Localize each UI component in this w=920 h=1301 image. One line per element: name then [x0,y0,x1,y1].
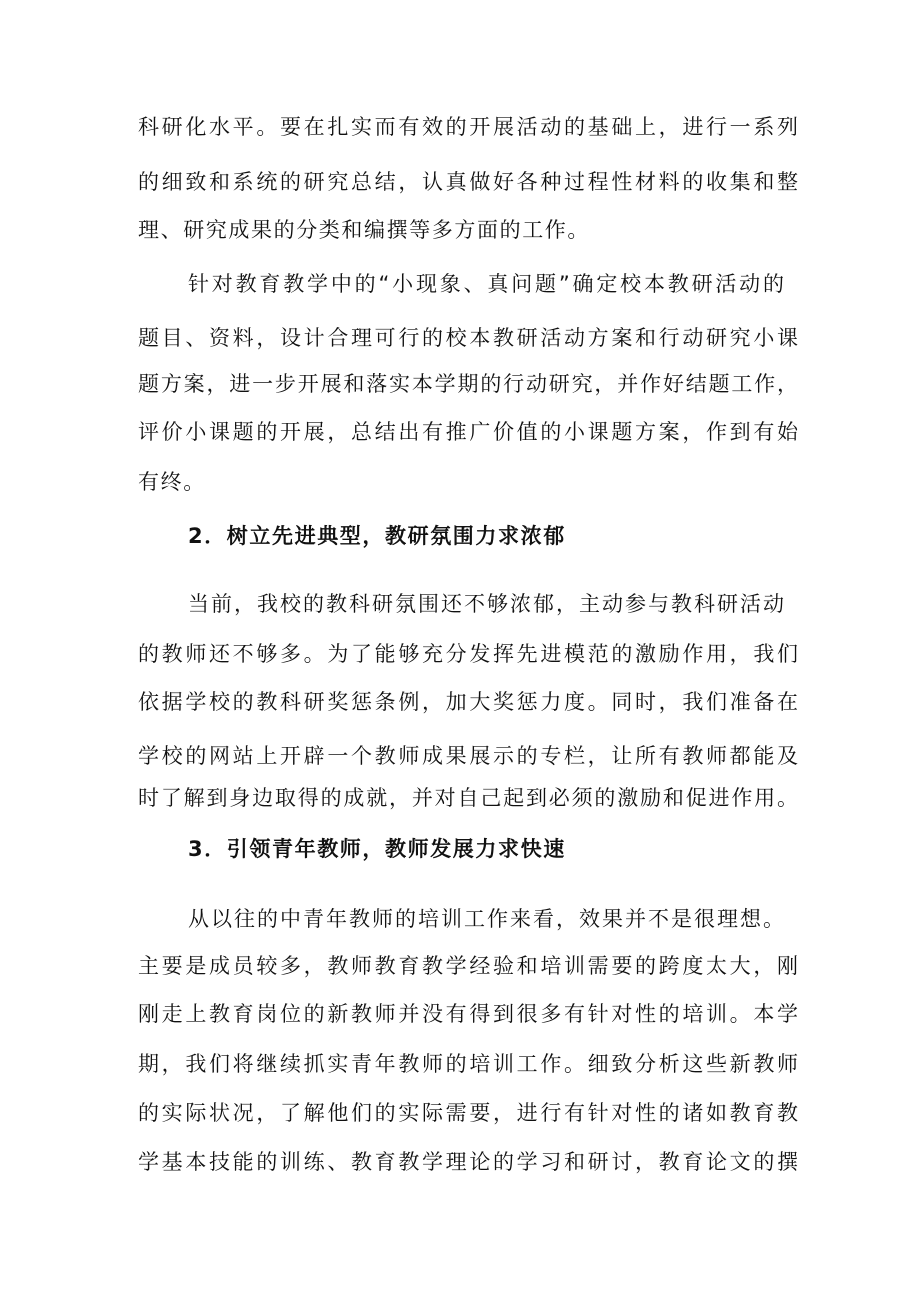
paragraph-1-line-2: 的细致和系统的研究总结，认真做好各种过程性材料的收集和整 [138,170,798,194]
paragraph-4-line-5: 的实际状况，了解他们的实际需要，进行有针对性的诸如教育教 [138,1101,798,1125]
paragraph-2-line-3: 题方案，进一步开展和落实本学期的行动研究，并作好结题工作， [138,372,798,396]
paragraph-4-line-4: 期，我们将继续抓实青年教师的培训工作。细致分析这些新教师 [138,1052,798,1076]
paragraph-4-line-2: 主要是成员较多，教师教育教学经验和培训需要的跨度太大，刚 [138,954,798,978]
paragraph-2-line-2: 题目、资料，设计合理可行的校本教研活动方案和行动研究小课 [138,326,798,350]
paragraph-4-line-3: 刚走上教育岗位的新教师并没有得到很多有针对性的培训。本学 [138,1002,798,1026]
paragraph-1-line-3: 理、研究成果的分类和编撰等多方面的工作。 [138,218,590,242]
paragraph-2-line-1: 针对教育教学中的“小现象、真问题”确定校本教研活动的 [188,272,784,296]
paragraph-3-line-3: 依据学校的教科研奖惩条例，加大奖惩力度。同时，我们准备在 [138,690,798,714]
paragraph-2-line-4: 评价小课题的开展，总结出有推广价值的小课题方案，作到有始 [138,420,798,444]
paragraph-1-line-1: 科研化水平。要在扎实而有效的开展活动的基础上，进行一系列 [138,115,798,139]
paragraph-2-line-5: 有终。 [138,470,206,494]
paragraph-3-line-1: 当前，我校的教科研氛围还不够浓郁，主动参与教科研活动 [188,592,784,616]
paragraph-4-line-6: 学基本技能的训练、教育教学理论的学习和研讨，教育论文的撰 [138,1150,798,1174]
paragraph-3-line-2: 的教师还不够多。为了能够充分发挥先进模范的激励作用，我们 [138,642,798,666]
section-heading-2: 2．树立先进典型，教研氛围力求浓郁 [188,524,566,548]
paragraph-3-line-5: 时了解到身边取得的成就，并对自己起到必须的激励和促进作用。 [138,786,798,810]
section-heading-3: 3．引领青年教师，教师发展力求快速 [188,837,566,861]
paragraph-3-line-4: 学校的网站上开辟一个教师成果展示的专栏，让所有教师都能及 [138,744,798,768]
paragraph-4-line-1: 从以往的中青年教师的培训工作来看，效果并不是很理想。 [188,907,784,931]
